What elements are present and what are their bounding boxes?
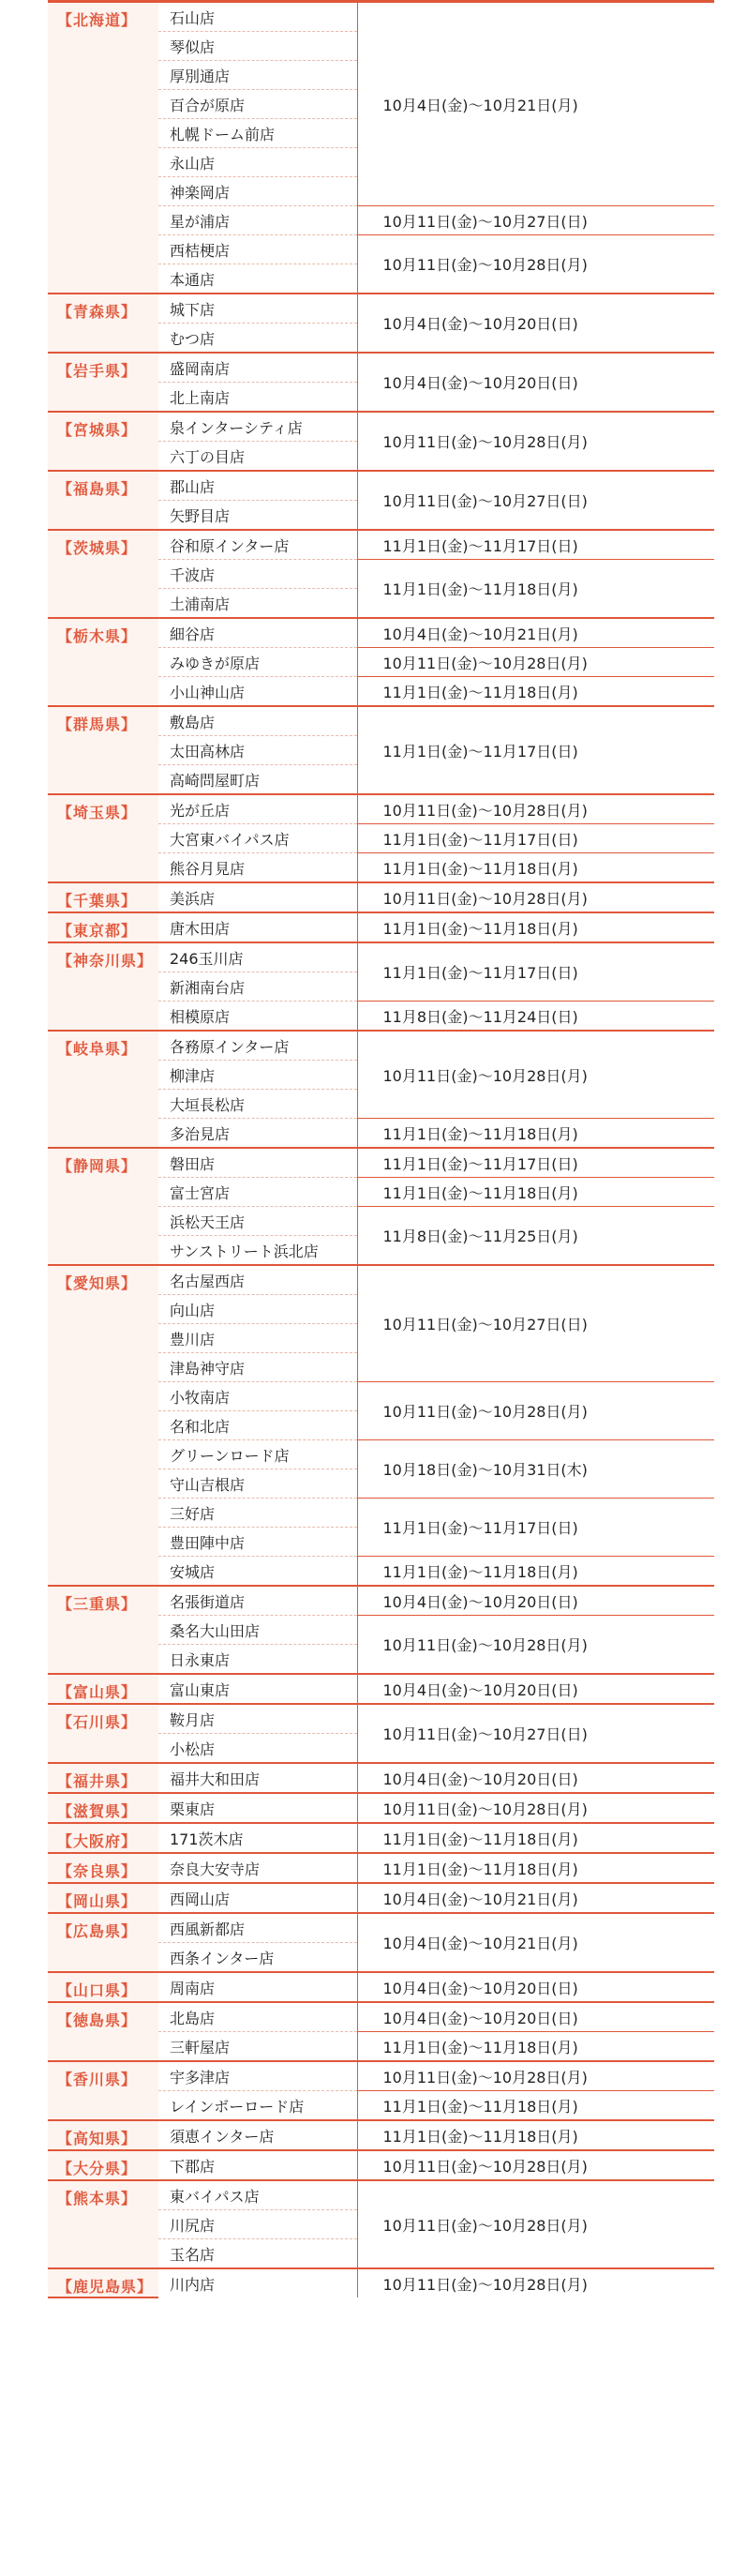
store-name: 大垣長松店 [158, 1090, 357, 1119]
store-name: 北島店 [158, 2002, 357, 2032]
sale-period: 10月11日(金)～10月28日(月) [357, 882, 714, 912]
prefecture-label: 【岩手県】 [48, 353, 158, 412]
sale-period: 10月4日(金)～10月21日(月) [357, 1883, 714, 1913]
prefecture-label: 【徳島県】 [48, 2002, 158, 2061]
table-row [48, 1793, 714, 1823]
table-body [48, 2, 714, 2298]
sale-period: 10月4日(金)～10月20日(日) [357, 1763, 714, 1793]
store-name: 美浜店 [158, 882, 357, 912]
sale-period: 10月11日(金)～10月28日(月) [357, 1382, 714, 1440]
sale-period: 10月4日(金)～10月20日(日) [357, 1972, 714, 2002]
sale-period: 11月1日(金)～11月18日(月) [357, 912, 714, 942]
sale-period: 10月4日(金)～10月21日(月) [357, 2, 714, 206]
sale-period: 11月1日(金)～11月18日(月) [357, 560, 714, 619]
sale-period: 10月11日(金)～10月27日(日) [357, 206, 714, 235]
store-name: 小牧南店 [158, 1382, 357, 1411]
store-schedule-table [48, 0, 714, 2298]
store-name: 日永東店 [170, 1650, 231, 1669]
sale-period: 10月4日(金)～10月20日(日) [357, 1674, 714, 1704]
sale-period: 10月11日(金)～10月28日(月) [357, 2061, 714, 2091]
sale-period: 11月1日(金)～11月18日(月) [357, 1119, 714, 1149]
store-name: 百合が原店 [158, 90, 357, 119]
prefecture-label: 【山口県】 [48, 1972, 158, 2002]
store-name: 矢野目店 [170, 506, 231, 525]
table-row [48, 1972, 714, 2002]
sale-period: 11月1日(金)～11月17日(日) [357, 1499, 714, 1557]
store-name: 琴似店 [158, 32, 357, 61]
table-row [48, 912, 714, 942]
sale-period: 10月11日(金)～10月27日(日) [357, 471, 714, 530]
store-name: 向山店 [158, 1295, 357, 1324]
prefecture-label: 【岡山県】 [48, 1883, 158, 1913]
table-row [48, 412, 714, 442]
prefecture-label: 【三重県】 [48, 1586, 158, 1674]
sale-period: 11月1日(金)～11月18日(月) [357, 1557, 714, 1587]
prefecture-label: 【大分県】 [48, 2150, 158, 2180]
sale-period: 10月11日(金)～10月28日(月) [357, 2268, 714, 2297]
table-row [48, 2150, 714, 2180]
store-name: 永山店 [158, 148, 357, 177]
table-row [48, 1853, 714, 1883]
table-row [48, 942, 714, 972]
store-name: 各務原インター店 [158, 1031, 357, 1061]
sale-period: 11月8日(金)～11月24日(日) [357, 1002, 714, 1032]
table-row [48, 2, 714, 32]
sale-period: 10月4日(金)～10月20日(日) [357, 353, 714, 412]
store-name: 盛岡南店 [158, 353, 357, 383]
store-name: 六丁の目店 [170, 447, 246, 466]
store-name: 北上南店 [170, 388, 231, 407]
sale-period: 10月4日(金)～10月20日(日) [357, 2002, 714, 2032]
table-row [48, 2268, 714, 2297]
table-row [48, 1586, 714, 1616]
store-name: 札幌ドーム前店 [158, 119, 357, 148]
sale-period: 10月11日(金)～10月28日(月) [357, 412, 714, 471]
prefecture-label: 【福島県】 [48, 471, 158, 530]
store-name: 郡山店 [158, 471, 357, 501]
store-name: 須恵インター店 [158, 2120, 357, 2150]
store-name: 西風新都店 [158, 1913, 357, 1943]
sale-period: 11月1日(金)～11月18日(月) [357, 677, 714, 707]
sale-period: 10月18日(金)～10月31日(木) [357, 1440, 714, 1499]
store-name: 柳津店 [158, 1061, 357, 1090]
table-row [48, 1265, 714, 1295]
store-name: 神楽岡店 [158, 177, 357, 206]
store-name: 新湘南台店 [158, 972, 357, 1002]
sale-period: 11月1日(金)～11月18日(月) [357, 1178, 714, 1207]
sale-period: 11月1日(金)～11月18日(月) [357, 853, 714, 883]
sale-period: 10月11日(金)～10月28日(月) [357, 1616, 714, 1675]
store-name: 磐田店 [158, 1148, 357, 1178]
store-name: 川内店 [158, 2268, 357, 2297]
store-name: 西桔梗店 [158, 235, 357, 264]
store-name: 太田高林店 [158, 736, 357, 765]
store-name: 栗東店 [158, 1793, 357, 1823]
table-row [48, 706, 714, 736]
store-name: 西条インター店 [170, 1949, 275, 1967]
sale-period: 10月11日(金)～10月27日(日) [357, 1265, 714, 1382]
sale-period: 10月11日(金)～10月28日(月) [357, 1031, 714, 1119]
store-name: 桑名大山田店 [158, 1616, 357, 1645]
store-name: 東バイパス店 [158, 2180, 357, 2210]
sale-period: 10月4日(金)～10月20日(日) [357, 294, 714, 353]
sale-period: 10月11日(金)～10月27日(日) [357, 1704, 714, 1763]
table-row [48, 1883, 714, 1913]
store-name: 246玉川店 [158, 942, 357, 972]
sale-period: 11月1日(金)～11月17日(日) [357, 530, 714, 560]
store-name: 石山店 [158, 2, 357, 32]
table-row [48, 1031, 714, 1061]
store-name: 唐木田店 [158, 912, 357, 942]
table-row [48, 471, 714, 501]
store-name: 光が丘店 [158, 794, 357, 824]
store-name: 厚別通店 [158, 61, 357, 90]
table-row [48, 2180, 714, 2210]
prefecture-label: 【栃木県】 [48, 618, 158, 706]
table-row [48, 882, 714, 912]
sale-period: 10月4日(金)～10月20日(日) [357, 1586, 714, 1616]
store-name: 敷島店 [158, 706, 357, 736]
table-row [48, 1674, 714, 1704]
sale-period: 11月1日(金)～11月18日(月) [357, 2120, 714, 2150]
prefecture-label: 【大阪府】 [48, 1823, 158, 1853]
sale-period: 10月11日(金)～10月28日(月) [357, 2150, 714, 2180]
store-name: 多治見店 [170, 1124, 231, 1143]
sale-period: 11月8日(金)～11月25日(月) [357, 1207, 714, 1266]
store-name: 星が浦店 [158, 206, 357, 235]
table-row [48, 530, 714, 560]
store-name: 守山吉根店 [158, 1469, 357, 1499]
store-name: 浜松天王店 [158, 1207, 357, 1236]
table-row [48, 1763, 714, 1793]
table-row [48, 1148, 714, 1178]
sale-schedule [48, 0, 714, 2298]
table-row [48, 2120, 714, 2150]
sale-period: 10月4日(金)～10月21日(月) [357, 618, 714, 648]
prefecture-label: 【北海道】 [48, 2, 158, 294]
store-name: 高崎問屋町店 [170, 771, 261, 790]
store-name: 西岡山店 [158, 1883, 357, 1913]
store-name: 宇多津店 [158, 2061, 357, 2091]
prefecture-label: 【広島県】 [48, 1913, 158, 1972]
prefecture-label: 【愛知県】 [48, 1265, 158, 1586]
store-name: レインボーロード店 [170, 2097, 305, 2116]
table-row [48, 2002, 714, 2032]
sale-period: 10月11日(金)～10月28日(月) [357, 1793, 714, 1823]
table-row [48, 294, 714, 324]
store-name: むつ店 [170, 329, 216, 348]
store-name: 土浦南店 [170, 595, 231, 613]
store-name: 熊谷月見店 [170, 859, 246, 878]
sale-period: 11月1日(金)～11月17日(日) [357, 942, 714, 1002]
store-name: 豊川店 [158, 1324, 357, 1353]
sale-period: 11月1日(金)～11月17日(日) [357, 1148, 714, 1178]
sale-period: 11月1日(金)～11月18日(月) [357, 2091, 714, 2121]
store-name: 安城店 [170, 1562, 216, 1581]
store-name: 名和北店 [158, 1411, 357, 1440]
prefecture-label: 【宮城県】 [48, 412, 158, 471]
prefecture-label: 【福井県】 [48, 1763, 158, 1793]
sale-period: 10月4日(金)～10月21日(月) [357, 1913, 714, 1972]
prefecture-label: 【埼玉県】 [48, 794, 158, 882]
store-name: サンストリート浜北店 [170, 1242, 319, 1260]
table-row [48, 794, 714, 824]
store-name: 本通店 [170, 270, 216, 289]
store-name: 171茨木店 [158, 1823, 357, 1853]
prefecture-label: 【岐阜県】 [48, 1031, 158, 1148]
prefecture-label: 【高知県】 [48, 2120, 158, 2150]
table-row [48, 353, 714, 383]
store-name: 奈良大安寺店 [158, 1853, 357, 1883]
sale-period: 11月1日(金)～11月18日(月) [357, 1853, 714, 1883]
prefecture-label: 【神奈川県】 [48, 942, 158, 1031]
store-name: 豊田陣中店 [158, 1528, 357, 1557]
sale-period: 11月1日(金)～11月17日(日) [357, 706, 714, 794]
store-name: 名古屋西店 [158, 1265, 357, 1295]
sale-period: 11月1日(金)～11月17日(日) [357, 824, 714, 853]
store-name: 富山東店 [158, 1674, 357, 1704]
prefecture-label: 【茨城県】 [48, 530, 158, 618]
prefecture-label: 【青森県】 [48, 294, 158, 353]
table-row [48, 1823, 714, 1853]
store-name: 津島神守店 [158, 1353, 357, 1382]
store-name: 玉名店 [170, 2245, 216, 2264]
store-name: 千波店 [158, 560, 357, 589]
prefecture-label: 【東京都】 [48, 912, 158, 942]
store-name: 細谷店 [158, 618, 357, 648]
prefecture-label: 【香川県】 [48, 2061, 158, 2120]
prefecture-label: 【静岡県】 [48, 1148, 158, 1265]
store-name: グリーンロード店 [158, 1440, 357, 1469]
store-name: 小松店 [170, 1740, 216, 1758]
store-name: 三好店 [158, 1499, 357, 1528]
sale-period: 10月11日(金)～10月28日(月) [357, 648, 714, 677]
prefecture-label: 【富山県】 [48, 1674, 158, 1704]
store-name: 名張街道店 [158, 1586, 357, 1616]
store-name: 城下店 [158, 294, 357, 324]
store-name: 下郡店 [158, 2150, 357, 2180]
store-name: 小山神山店 [170, 683, 246, 701]
table-row [48, 618, 714, 648]
sale-period: 11月1日(金)～11月18日(月) [357, 1823, 714, 1853]
store-name: 大宮東バイパス店 [158, 824, 357, 853]
store-name: 鞍月店 [158, 1704, 357, 1734]
sale-period: 10月11日(金)～10月28日(月) [357, 2180, 714, 2268]
prefecture-label: 【群馬県】 [48, 706, 158, 794]
prefecture-label: 【千葉県】 [48, 882, 158, 912]
prefecture-label: 【鹿児島県】 [48, 2268, 158, 2297]
store-name: 周南店 [158, 1972, 357, 2002]
prefecture-label: 【滋賀県】 [48, 1793, 158, 1823]
store-name: 富士宮店 [158, 1178, 357, 1207]
table-row [48, 1704, 714, 1734]
store-name: 三軒屋店 [170, 2038, 231, 2056]
store-name: 相模原店 [170, 1007, 231, 1026]
prefecture-label: 【奈良県】 [48, 1853, 158, 1883]
store-name: みゆきが原店 [158, 648, 357, 677]
prefecture-label: 【石川県】 [48, 1704, 158, 1763]
store-name: 川尻店 [158, 2210, 357, 2239]
table-row [48, 1913, 714, 1943]
sale-period: 10月11日(金)～10月28日(月) [357, 794, 714, 824]
prefecture-label: 【熊本県】 [48, 2180, 158, 2268]
sale-period: 10月11日(金)～10月28日(月) [357, 235, 714, 294]
store-name: 福井大和田店 [158, 1763, 357, 1793]
store-name: 谷和原インター店 [158, 530, 357, 560]
sale-period: 11月1日(金)～11月18日(月) [357, 2032, 714, 2062]
table-row [48, 2061, 714, 2091]
store-name: 泉インターシティ店 [158, 412, 357, 442]
